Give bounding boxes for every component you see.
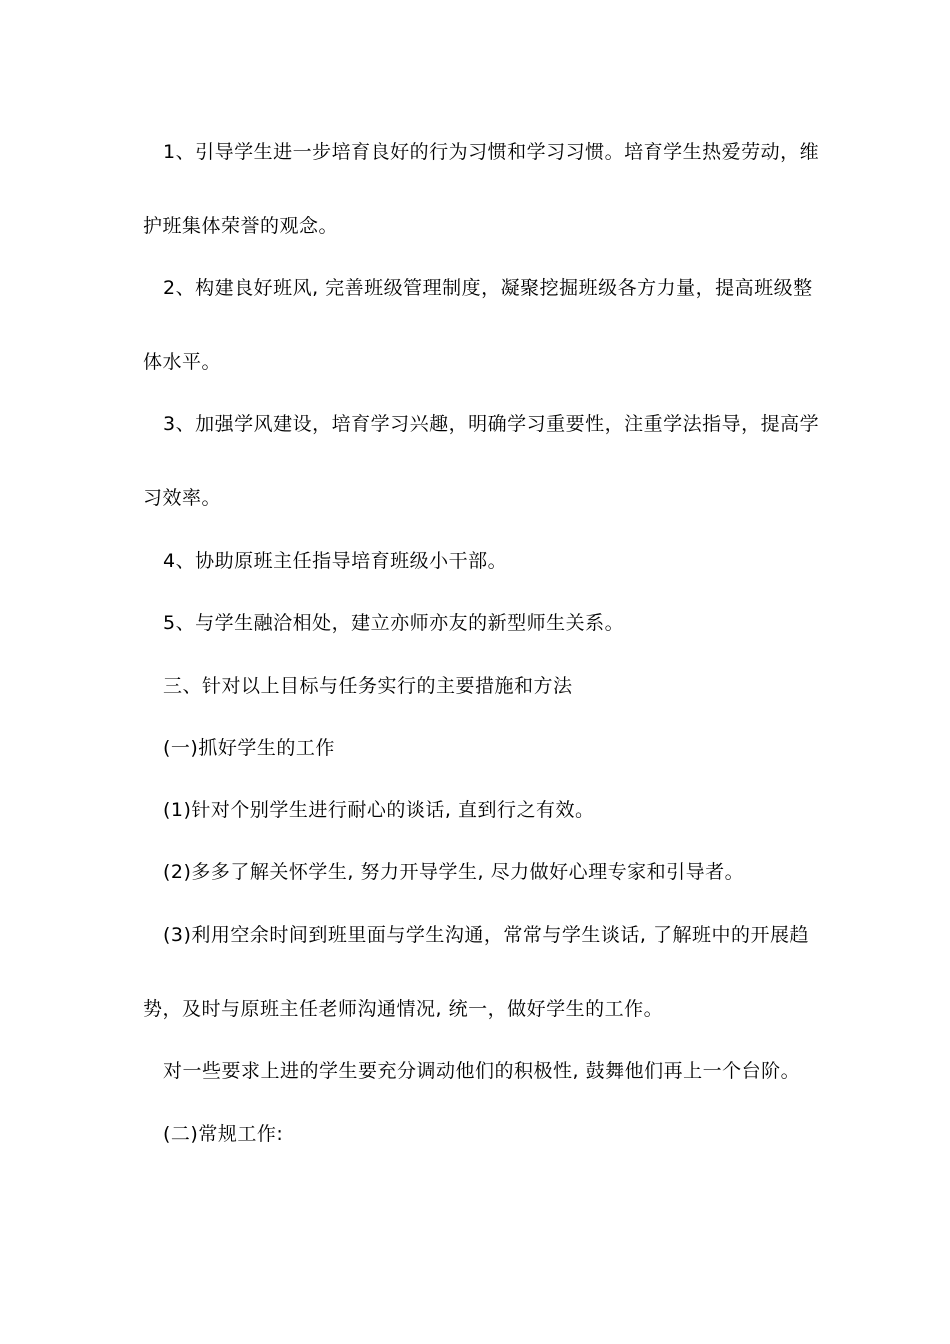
section-heading: 三、针对以上目标与任务实行的主要措施和方法 [163, 675, 573, 697]
paragraph-line: 1、引导学生进一步培育良好的行为习惯和学习习惯。培育学生热爱劳动，维 [163, 141, 820, 163]
paragraph-line: 5、与学生融洽相处，建立亦师亦友的新型师生关系。 [163, 612, 625, 634]
paragraph-line: (3)利用空余时间到班里面与学生沟通，常常与学生谈话, 了解班中的开展趋 [163, 924, 809, 946]
paragraph-line: (1)针对个别学生进行耐心的谈话, 直到行之有效。 [163, 799, 595, 821]
paragraph-line: 体水平。 [143, 351, 222, 373]
paragraph-line: 势，及时与原班主任老师沟通情况, 统一，做好学生的工作。 [143, 998, 664, 1020]
paragraph-line: 2、构建良好班风, 完善班级管理制度，凝聚挖掘班级各方力量，提高班级整 [163, 277, 813, 299]
subsection-heading: (一)抓好学生的工作 [163, 737, 335, 759]
subsection-heading: (二)常规工作: [163, 1123, 284, 1145]
paragraph-line: (2)多多了解关怀学生, 努力开导学生, 尽力做好心理专家和引导者。 [163, 861, 745, 883]
paragraph-line: 护班集体荣誉的观念。 [143, 215, 339, 237]
paragraph-line: 对一些要求上进的学生要充分调动他们的积极性, 鼓舞他们再上一个台阶。 [163, 1060, 801, 1082]
paragraph-line: 3、加强学风建设，培育学习兴趣，明确学习重要性，注重学法指导，提高学 [163, 413, 820, 435]
paragraph-line: 4、协助原班主任指导培育班级小干部。 [163, 550, 508, 572]
paragraph-line: 习效率。 [143, 487, 222, 509]
